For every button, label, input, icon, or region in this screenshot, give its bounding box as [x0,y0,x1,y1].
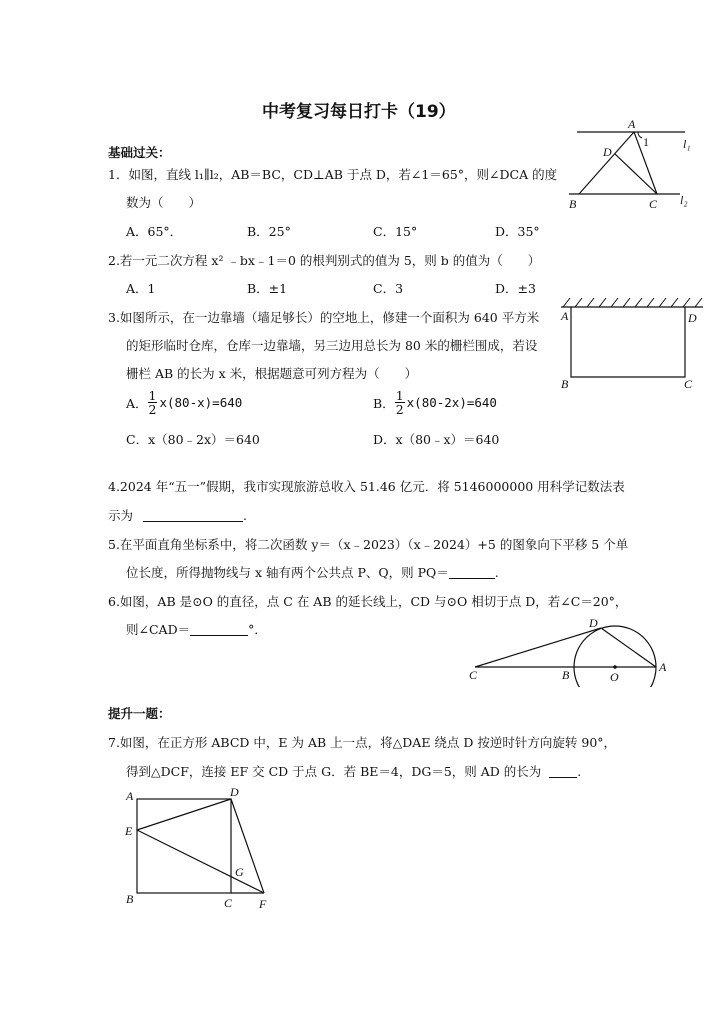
q3-option-a-denominator: 2 [148,402,157,417]
q3-option-b-fraction [395,389,405,416]
q5-line2-text: 位长度，所得抛物线与 x 轴有两个公共点 P、Q，则 PQ＝ [126,565,449,580]
q3-option-b-label: B． [373,395,395,411]
q1-option-c: C．15° [373,224,418,239]
q6-label-b: B [562,668,570,682]
q3-option-b-expr: x(80-2x)=640 [406,395,497,410]
q7-line2-text: 得到△DCF，连接 EF 交 CD 于点 G．若 BE＝4，DG＝5，则 AD 的长为 [126,764,542,779]
q7-figure [118,782,278,912]
q3-line1: 3.如图所示，在一边靠墙（墙足够长）的空地上，修建一个面积为 640 平方米 [108,310,540,325]
q4-line2-end: . [243,508,247,523]
q2-option-b: B．±1 [247,281,288,296]
q4-line1: 4.2024 年“五一”假期，我市实现旅游总收入 51.46 亿元．将 5146000000 用科学记数法表 [108,479,625,494]
q6-figure [465,615,685,687]
q7-label-e: E [125,824,133,838]
q1-label-b: B [569,197,577,211]
q5-answer-blank[interactable] [449,566,495,579]
q3-wall-hatch [563,298,702,307]
q7-segment-ed [137,799,231,830]
q7-label-d: D [230,785,239,799]
q1-figure [565,118,700,218]
q6-tangent-cd [475,628,601,667]
q3-option-d: D．x（80﹣x）＝640 [373,432,500,447]
section-basic-heading: 基础过关： [108,145,171,160]
q1-line2: 数为（ ） [126,195,202,210]
q4-line2-text: 示为 [108,508,134,523]
q6-label-c: C [469,668,478,682]
q7-label-c: C [224,896,233,910]
q1-angle-arc [638,132,642,138]
q3-option-a-expr: x(80-x)=640 [159,395,243,410]
q6-line1: 6.如图，AB 是⊙O 的直径，点 C 在 AB 的延长线上，CD 与⊙O 相切于点 D，若∠C＝20°， [108,594,628,609]
section-advanced-heading: 提升一题： [108,706,171,721]
q3-option-b-numerator: 1 [395,388,404,403]
q4-line2 [108,506,247,524]
q5-line1: 5.在平面直角坐标系中，将二次函数 y＝（x﹣2023）（x﹣2024）+5 的图象向下平移 5 个单 [108,537,629,552]
q3-option-b [373,389,497,416]
q6-line2-end: °． [248,622,267,637]
q1-label-l1: l₁ [683,137,691,151]
q1-option-a: A．65°． [126,224,183,239]
page-title: 中考复习每日打卡（19） [262,102,456,122]
q6-label-d: D [589,616,598,630]
q4-answer-blank[interactable] [143,509,243,522]
q6-label-a: A [659,660,667,674]
q3-option-c: C．x（80﹣2x）＝640 [126,432,260,447]
q3-fence [571,307,685,377]
q2-option-a: A．1 [126,281,156,296]
q1-option-b: B．25° [247,224,291,239]
q1-option-d: D．35° [495,224,540,239]
q3-option-b-denominator: 2 [395,402,404,417]
q2-text: 2.若一元二次方程 x² ﹣bx﹣1＝0 的根判别式的值为 5，则 b 的值为（ ） [108,253,541,268]
q7-label-f: F [259,897,267,911]
q1-segment-ab [579,132,634,194]
q7-line1: 7.如图，在正方形 ABCD 中，E 为 AB 上一点，将△DAE 绕点 D 按逆时针方向旋转 90°， [108,735,617,750]
q6-chord-da [601,628,656,667]
q3-option-a-numerator: 1 [148,388,157,403]
q2-option-d: D．±3 [495,281,536,296]
q6-center-dot [613,665,617,669]
q5-line2 [126,563,499,581]
q1-label-l2: l₂ [680,193,688,207]
q7-line2 [126,762,581,780]
q7-label-b: B [126,892,134,906]
q7-label-a: A [126,789,134,803]
q2-option-c: C．3 [373,281,404,296]
q1-label-d: D [603,145,612,159]
q3-figure [555,293,705,393]
q3-line2: 的矩形临时仓库，仓库一边靠墙，另三边用总长为 80 米的栅栏围成，若设 [126,338,538,353]
q1-label-angle: 1 [643,135,649,149]
q1-label-a: A [628,118,636,131]
q1-label-c: C [649,197,658,211]
q6-line2 [126,620,267,638]
q6-line2-text: 则∠CAD＝ [126,622,191,637]
q3-option-a-fraction [148,389,158,416]
q1-segment-cd [615,154,657,194]
q7-square-abcd [137,799,231,893]
q5-line2-end: . [494,565,499,580]
q3-label-b: B [561,377,569,391]
q3-label-a: A [561,309,569,323]
q7-label-g: G [235,865,244,879]
q3-line3: 栅栏 AB 的长为 x 米，根据题意可列方程为（ ） [126,366,418,381]
q3-option-a [126,389,242,416]
q3-option-a-label: A． [126,395,148,411]
q7-line2-end: . [577,764,582,779]
q3-label-c: C [684,377,693,391]
q1-line1: 1．如图，直线 l₁∥l₂，AB＝BC，CD⊥AB 于点 D，若∠1＝65°，则∠DCA 的度 [108,167,558,182]
q3-label-d: D [688,311,697,325]
q6-answer-blank[interactable] [190,623,248,636]
q7-answer-blank[interactable] [549,765,577,778]
q6-label-o: O [610,670,619,684]
